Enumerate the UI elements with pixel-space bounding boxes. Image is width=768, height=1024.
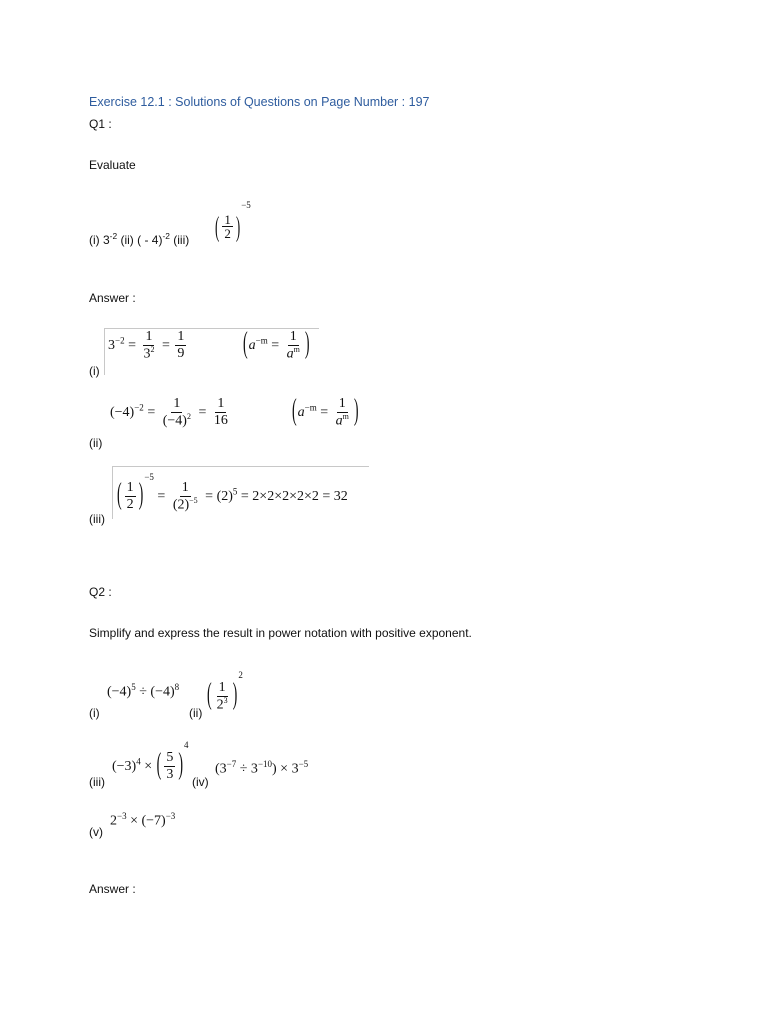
q2-label: Q2 : — [89, 585, 112, 599]
q1-label: Q1 : — [89, 117, 112, 131]
answer-i-math: $3^{-2}$ = $\frac{1}{3^2}$ = $\frac{1}{9}$ — [108, 329, 185, 362]
answer-ii-rule: ($a^{-m}$ = $\frac{1}{a^m}$ ) — [292, 395, 359, 429]
q2-ii-expression: ( $\frac{1}{2^3}$ )$^2$ — [207, 670, 243, 713]
q1-part-iii: (iii) — [173, 233, 190, 247]
q2-answer-label: Answer : — [89, 882, 136, 896]
q1-part-i: (i) 3 — [89, 233, 110, 247]
q2-v-label: (v) — [89, 825, 103, 839]
q2-iv-expression: $(3^{-7} \div 3^{-10}) \times 3^{-5}$ — [215, 759, 309, 777]
answer-i-rule: ($a^{-m}$ = $\frac{1}{a^m}$ ) — [243, 328, 310, 362]
q1-parts — [89, 231, 189, 247]
page-title: Exercise 12.1 : Solutions of Questions on Page Number : 197 — [89, 95, 430, 109]
q1-part-ii: (ii) ( - 4) — [120, 233, 163, 247]
q1-part-i-exp: -2 — [109, 231, 118, 241]
q2-instruction: Simplify and express the result in power notation with positive exponent. — [89, 626, 472, 640]
answer-iii-label: (iii) — [89, 512, 105, 526]
q2-iii-label: (iii) — [89, 775, 105, 789]
q1-part-ii-exp: -2 — [162, 231, 170, 241]
q1-instruction: Evaluate — [89, 158, 136, 172]
answer-iii-math: ( $\frac{1}{2}$ )$^{-5}$ = $\frac{1}{(2)^{-5}}$ = $(2)^5 = 2\times 2\times 2\times 2\times 2 = 32$ — [117, 472, 348, 513]
q2-iv-label: (iv) — [192, 775, 209, 789]
q2-ii-label: (ii) — [189, 706, 203, 720]
answer-ii-label: (ii) — [89, 436, 103, 450]
q2-i-label: (i) — [89, 706, 100, 720]
q2-v-expression: $2^{-3} \times (-7)^{-3}$ — [110, 811, 176, 829]
answer-ii-math: $(-4)^{-2}$ = $\frac{1}{(-4)^2}$ = $\frac{1}{16}$ — [110, 396, 228, 429]
q1-part-iii-fraction: ( $\frac{1}{2}$ )$^{-5}$ — [215, 200, 251, 243]
q1-answer-label: Answer : — [89, 291, 136, 305]
q2-iii-expression: $(-3)^4$ × ( $\frac{5}{3}$ )$^4$ — [112, 740, 189, 783]
q2-i-expression: $(-4)^5 \div (-4)^8$ — [107, 682, 180, 700]
answer-i-label: (i) — [89, 364, 100, 378]
